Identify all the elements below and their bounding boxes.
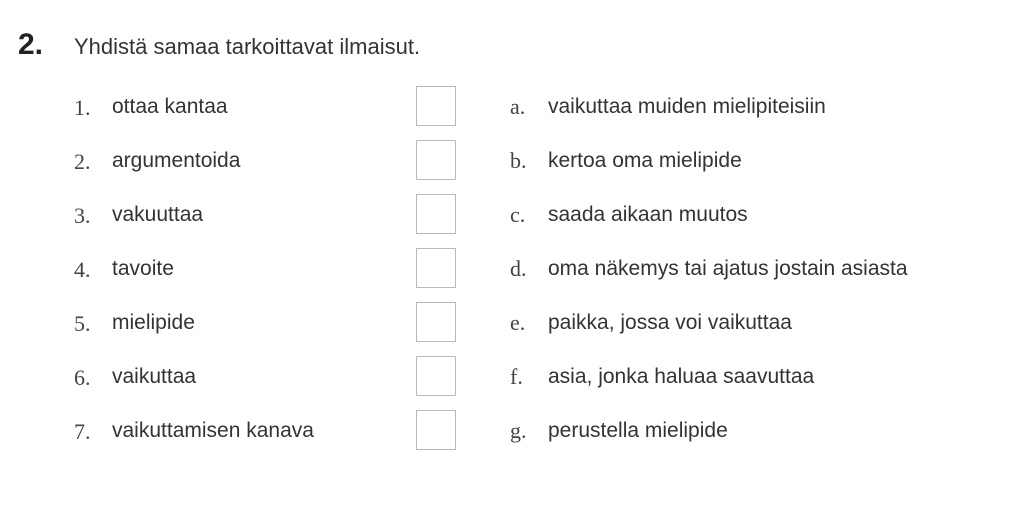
definition-letter: b.: [510, 148, 527, 173]
definition-text: saada aikaan muutos: [548, 203, 748, 226]
term-number: 1.: [74, 95, 91, 120]
term-text: vakuuttaa: [112, 203, 204, 226]
definition-text: perustella mielipide: [548, 419, 728, 442]
term-number: 7.: [74, 419, 91, 444]
definition-text: paikka, jossa voi vaikuttaa: [548, 311, 792, 334]
matching-row: [0, 194, 1030, 240]
term-text: vaikuttamisen kanava: [112, 419, 314, 442]
matching-row: [0, 248, 1030, 294]
term-number: 2.: [74, 149, 91, 174]
definition-text: kertoa oma mielipide: [548, 149, 742, 172]
definition-letter: f.: [510, 364, 523, 389]
term-text: ottaa kantaa: [112, 95, 228, 118]
term-number: 6.: [74, 365, 91, 390]
definition-letter: d.: [510, 256, 527, 281]
definition-letter: a.: [510, 94, 526, 119]
answer-box[interactable]: [416, 248, 456, 288]
definition-text: vaikuttaa muiden mielipiteisiin: [548, 95, 826, 118]
term-number: 3.: [74, 203, 91, 228]
answer-box[interactable]: [416, 302, 456, 342]
answer-box[interactable]: [416, 140, 456, 180]
term-text: argumentoida: [112, 149, 241, 172]
exercise-title: Yhdistä samaa tarkoittavat ilmaisut.: [74, 34, 421, 59]
definition-text: oma näkemys tai ajatus jostain asiasta: [548, 257, 908, 280]
definition-letter: g.: [510, 418, 527, 443]
definition-text: asia, jonka haluaa saavuttaa: [548, 365, 815, 388]
matching-row: [0, 302, 1030, 348]
term-text: mielipide: [112, 311, 195, 334]
term-text: tavoite: [112, 257, 174, 280]
answer-box[interactable]: [416, 194, 456, 234]
answer-box[interactable]: [416, 356, 456, 396]
matching-row: [0, 356, 1030, 402]
term-text: vaikuttaa: [112, 365, 197, 388]
matching-row: [0, 86, 1030, 132]
answer-box[interactable]: [416, 86, 456, 126]
definition-letter: c.: [510, 202, 526, 227]
matching-row: [0, 140, 1030, 186]
term-number: 5.: [74, 311, 91, 336]
matching-row: [0, 410, 1030, 456]
definition-letter: e.: [510, 310, 526, 335]
exercise-number: 2.: [18, 28, 44, 61]
term-number: 4.: [74, 257, 91, 282]
answer-box[interactable]: [416, 410, 456, 450]
